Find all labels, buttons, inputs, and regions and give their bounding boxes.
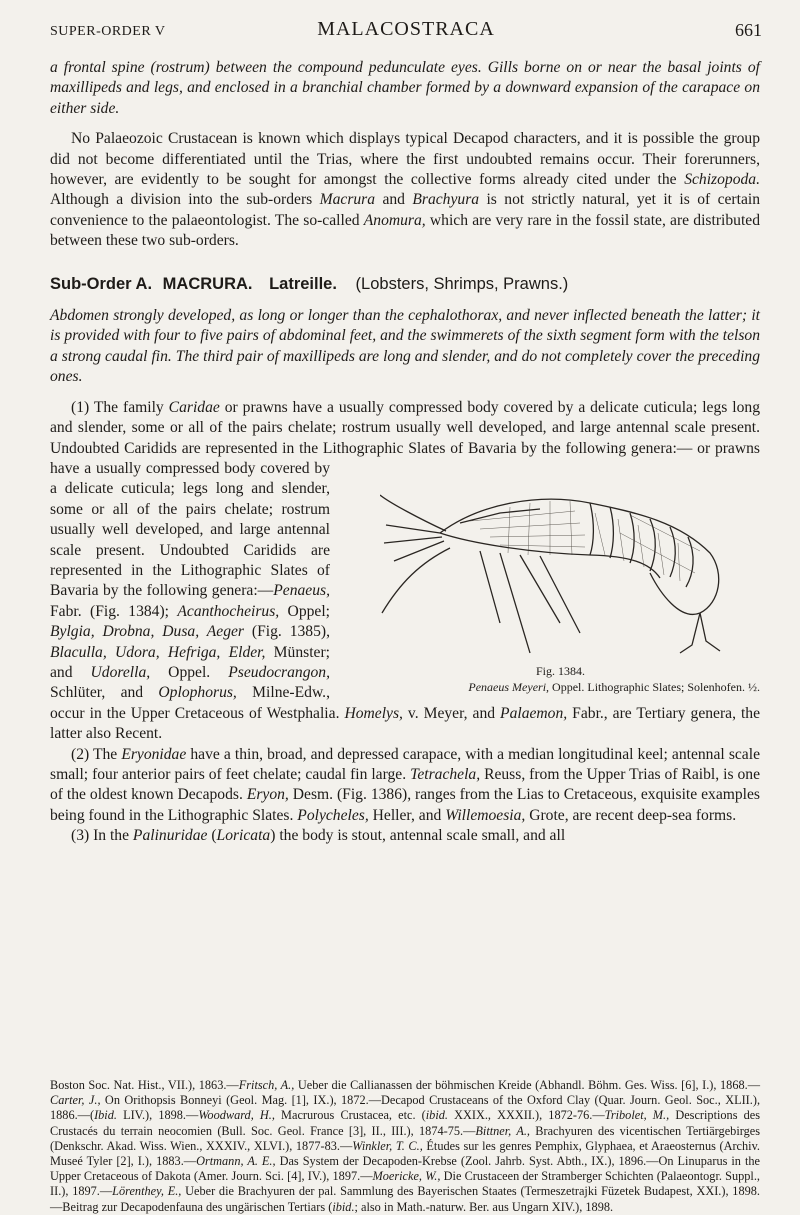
page-number: 661 — [735, 20, 762, 40]
header-title: MALACOSTRACA — [317, 18, 495, 40]
suborder-label: Sub-Order A. — [50, 274, 153, 293]
caridae-paragraph: (1) The family Caridae or prawns have a usually compressed body covered by a delicate cuticula; legs long and slender, some or all of the pairs chelate; rostrum usually well developed, and large antennal scale present. Undoubted Caridids are represented in the Lithographic Slates of Bavaria by the following genera:— Fig. 1384. Penaeus Meyeri, Oppel. Lithographic Slates; Solenhofen. ½. or prawns have a usually compressed body covered by a delicate cuticula; legs long and slender, some or all of the pairs chelate; rostrum usually well developed, and large antennal scale present. Undoubted Caridids are represented in the Lithographic Slates of Bavaria by the following genera:—Penaeus, Fabr. (Fig. 1384); Acanthocheirus, Oppel; Bylgia, Drobna, Dusa, Aeger (Fig. 1385), Blaculla, Udora, Hefriga, Elder, Münster; and Udorella, Oppel. Pseudocrangon, Schlüter, and Oplophorus, Milne-Edw., occur in the Upper Cretaceous of Westphalia. Homelys, v. Meyer, and Palaemon, Fabr., are Tertiary genera, the latter also Recent. — [50, 398, 761, 743]
running-header — [50, 18, 762, 46]
header-section-label: SUPER-ORDER V — [50, 24, 166, 39]
eryonidae-paragraph: (2) The Eryonidae have a thin, broad, and depressed carapace, with a median longitudinal keel; antennal scale small; four anterior pairs of feet chelate; caudal fin large. Tetrachela, Reuss, from the Upper Trias of Raibl, is one of the oldest known Decapods. Eryon, Desm. (Fig. 1386), ranges from the Lias to Cretaceous, exquisite examples being found in the Lithographic Slates. Polycheles, Heller, and Willemoesia, Grote, are recent deep-sea forms. — [50, 745, 760, 824]
suborder-author: Latreille. — [269, 274, 337, 293]
suborder-heading — [50, 274, 760, 294]
penaeus-fossil-illustration — [380, 463, 740, 655]
macrura-diagnosis: Abdomen strongly developed, as long or longer than the cephalothorax, and never inflected beneath the latter; it is provided with four to five pairs of abdominal feet, and the swimmerets of the sixth segment form with the telson a strong caudal fin. The third pair of maxillipeds are long and slender, and do not completely cover the preceding ones. — [50, 307, 760, 386]
figure-caption: Penaeus Meyeri, Oppel. Lithographic Slates; Solenhofen. ½. — [468, 679, 760, 694]
figure-1384 — [340, 463, 760, 697]
figure-number: Fig. 1384. — [535, 663, 585, 678]
literature-references: Boston Soc. Nat. Hist., VII.), 1863.—Fritsch, A., Ueber die Callianassen der böhmischen Kreide (Abhandl. Böhm. Ges. Wiss. [6], I.), 1868.—Carter, J., On Orithopsis Bonneyi (Geol. Mag. [1], IX.), 1872.—Decapod Crustaceans of the Oxford Clay (Quar. Journ. Geol. Soc., XLII.), 1886.—(Ibid. LIV.), 1898.—Woodward, H., Macrurous Crustacea, etc. (ibid. XXIX., XXXII.), 1872-76.—Tribolet, M., Descriptions des Crustacés du terrain neocomien (Bull. Soc. Geol. France [3], II., III.), 1874-75.—Bittner, A., Brachyuren des vicentischen Tertiärgebirges (Denkschr. Akad. Wiss. Wien., XXXIV., XLVI.), 1877-83.—Winkler, T. C., Études sur les genres Pemphix, Glyphaea, et Araeosternus (Archiv. Museé Tyler [2], I.), 1883.—Ortmann, A. E., Das System der Decapoden-Krebse (Zool. Jahrb. Syst. Abth., IX.), 1896.—On Linuparus in the Upper Cretaceous of Dakota (Amer. Journ. Sci. [4], IV.), 1897.—Moericke, W., Die Crustaceen der Stramberger Schichten (Palaeontogr. Suppl., II.), 1897.—Lörenthey, E., Ueber die Brachyuren der pal. Sammlung des Bayerischen Staates (Termeszetrajki Füzetek Budapest, XXI.), 1898.—Beitrag zur Decapodenfauna des ungärischen Tertiars (ibid.; also in Math.-naturw. Ber. aus Ungarn XIV.), 1898. — [50, 1078, 761, 1214]
suborder-name: MACRURA. — [162, 274, 253, 293]
intro-paragraph: a frontal spine (rostrum) between the compound pedunculate eyes. Gills borne on or near the basal joints of maxillipeds and legs, and enclosed in a branchial chamber formed by a downward expansion of the carapace on either side. — [50, 59, 760, 117]
suborder-common-names: (Lobsters, Shrimps, Prawns.) — [355, 274, 569, 293]
palinuridae-paragraph: (3) In the Palinuridae (Loricata) the body is stout, antennal scale small, and all — [71, 827, 566, 845]
main-text — [50, 58, 760, 847]
palaeozoic-paragraph: No Palaeozoic Crustacean is known which displays typical Decapod characters, and it is possible the group did not become differentiated until the Trias, where the first undoubted remains occur. Their forerunners, however, are evidently to be sought for amongst the collective forms already cited under the Schizopoda. Although a division into the sub-orders Macrura and Brachyura is not strictly natural, yet it is of certain convenience to the palaeontologist. The so-called Anomura, which are very rare in the fossil state, are distributed between these two sub-orders. — [50, 130, 761, 250]
